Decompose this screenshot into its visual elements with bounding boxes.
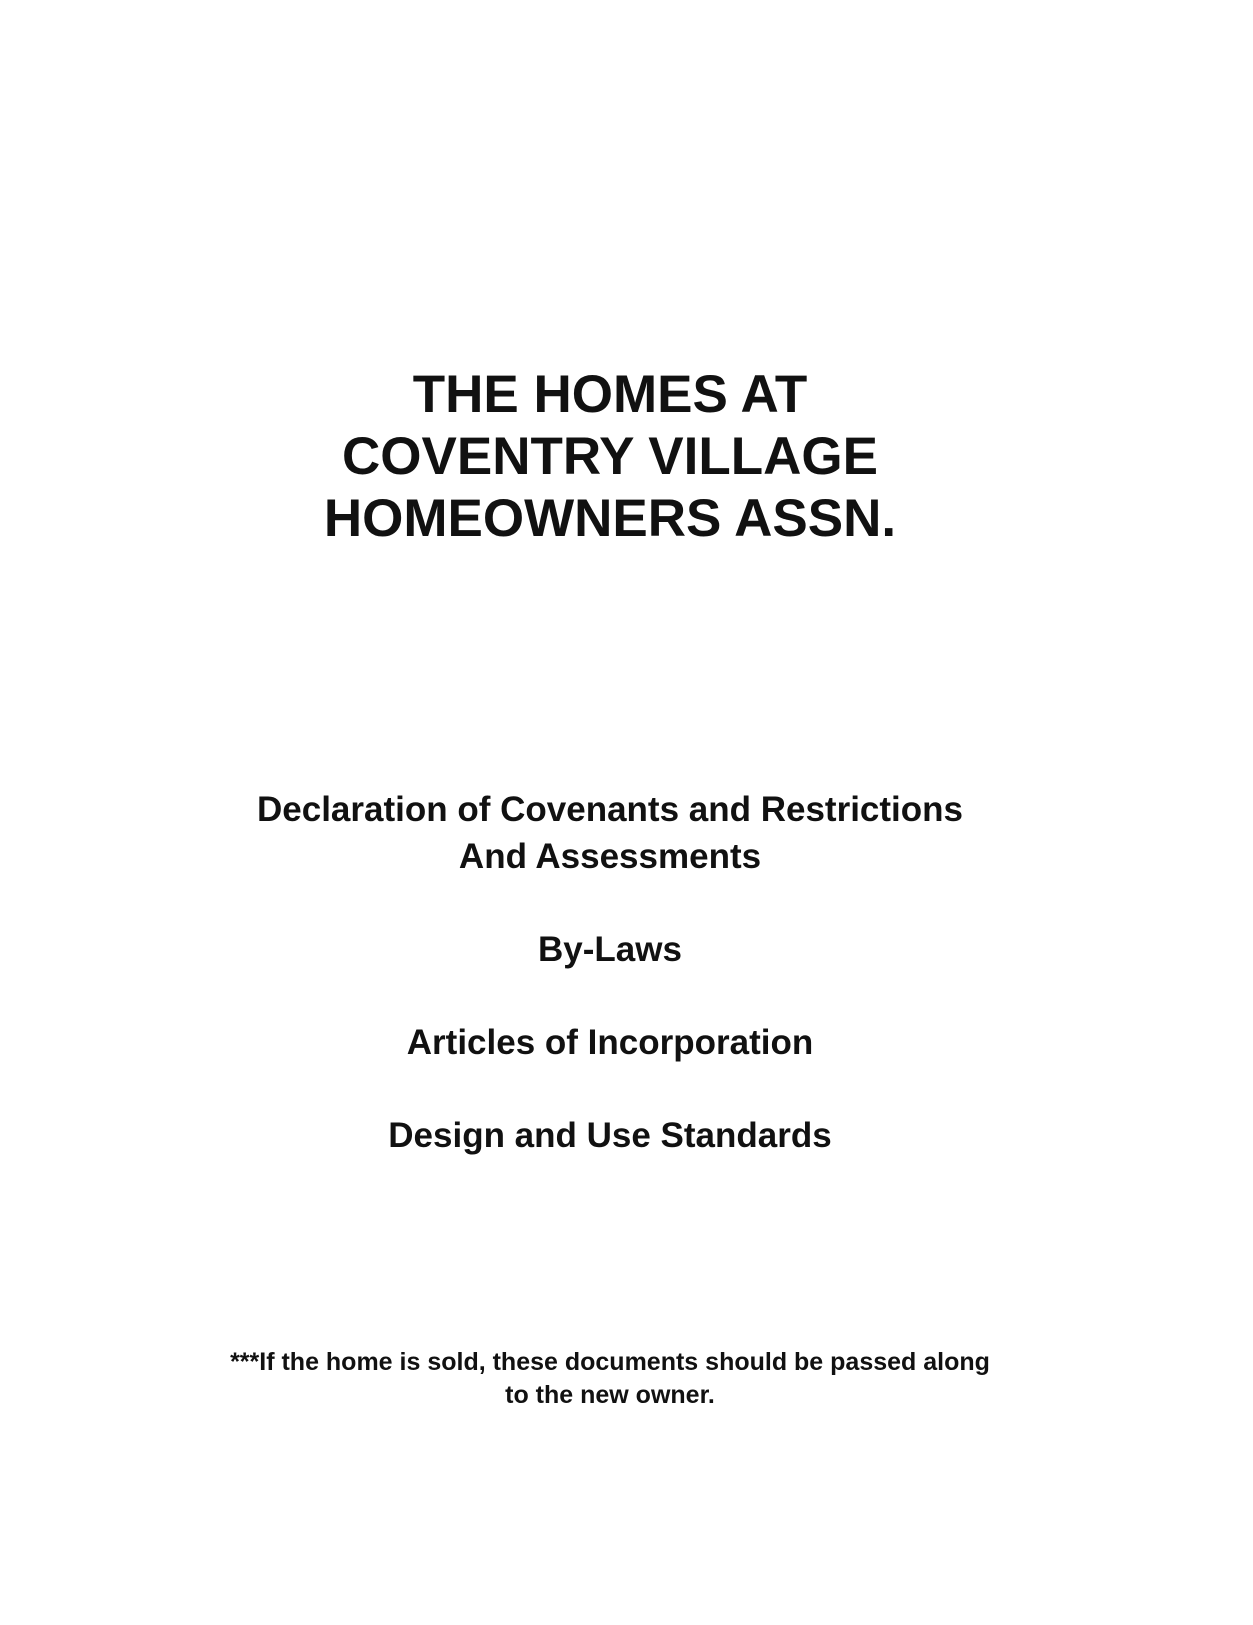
- footer-note-line-2: to the new owner.: [505, 1381, 715, 1409]
- footer-note-line-1: ***If the home is sold, these documents should be passed along: [230, 1348, 990, 1376]
- standards-heading: Design and Use Standards: [388, 1116, 832, 1155]
- title-line-1: THE HOMES AT: [412, 365, 808, 424]
- declaration-line-2: And Assessments: [458, 837, 762, 876]
- bylaws-heading: By-Laws: [538, 930, 682, 969]
- title-line-3: HOMEOWNERS ASSN.: [323, 489, 897, 548]
- title-line-2: COVENTRY VILLAGE: [342, 427, 878, 486]
- declaration-line-1: Declaration of Covenants and Restrictions: [257, 790, 963, 829]
- articles-heading: Articles of Incorporation: [406, 1023, 814, 1062]
